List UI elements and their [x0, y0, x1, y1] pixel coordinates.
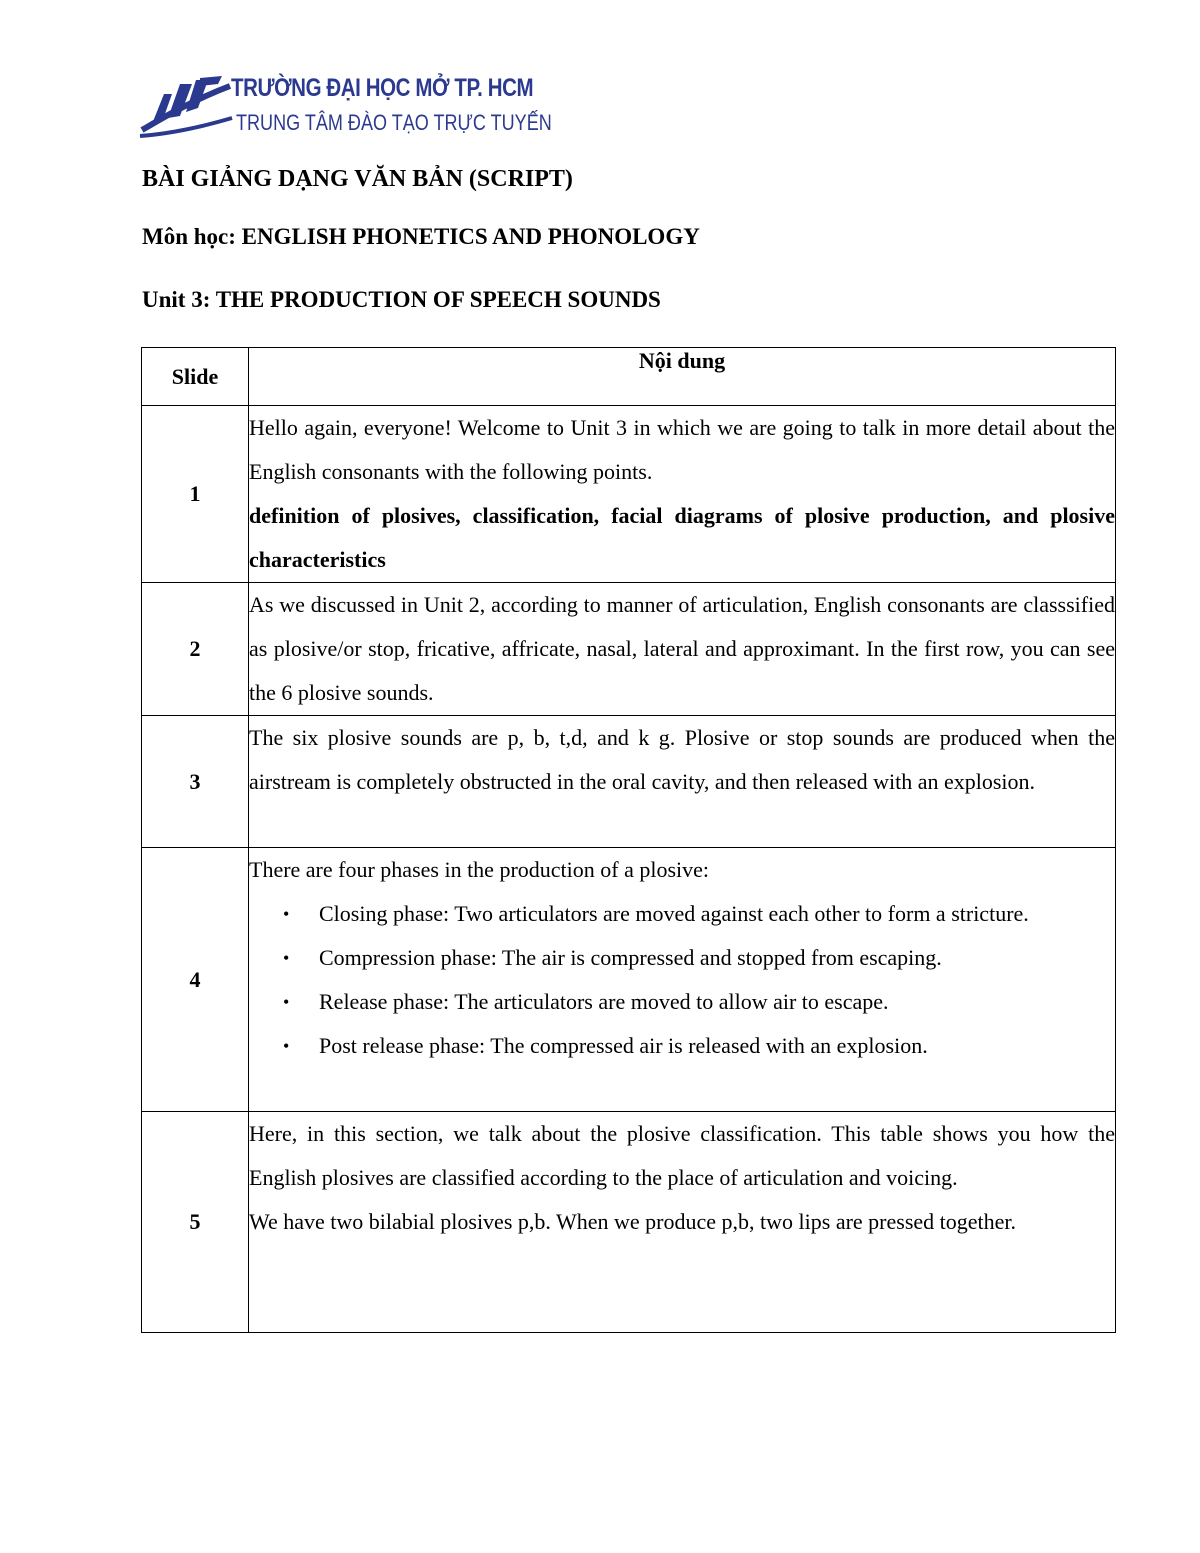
slide-number: 5	[142, 1112, 249, 1333]
slide-content	[249, 716, 1116, 848]
slide-content	[249, 1112, 1116, 1333]
subject-heading: Môn học: ENGLISH PHONETICS AND PHONOLOGY	[142, 224, 700, 249]
list-item-text: Release phase: The articulators are moved to allow air to escape.	[319, 989, 889, 1014]
slide-number: 2	[142, 583, 249, 716]
logo-university-name: TRƯỜNG ĐẠI HỌC MỞ TP. HCM	[231, 74, 534, 102]
content-bold-text: definition of plosives, classification, facial diagrams of plosive production, and plosive characteristics	[249, 503, 1115, 572]
content-text: As we discussed in Unit 2, according to manner of articulation, English consonants are classsified as plosive/or stop, fricative, affricate, nasal, lateral and approximant. In the first row, you can see the 6 plosive sounds.	[249, 592, 1115, 705]
content-text: Hello again, everyone! Welcome to Unit 3 in which we are going to talk in more detail about the English consonants with the following points.	[249, 415, 1115, 484]
document-title: BÀI GIẢNG DẠNG VĂN BẢN (SCRIPT)	[142, 166, 573, 192]
content-text: The six plosive sounds are p, b, t,d, and k g. Plosive or stop sounds are produced when the airstream is completely obstructed in the oral cavity, and then released with an explosion.	[249, 725, 1115, 794]
table-row	[142, 716, 1116, 848]
content-text: There are four phases in the production of a plosive:	[249, 857, 710, 882]
slide-column-header: Slide	[142, 348, 249, 406]
list-item-text: Compression phase: The air is compressed and stopped from escaping.	[319, 945, 942, 970]
list-item	[283, 1024, 1115, 1068]
logo-emblem-icon	[138, 72, 234, 144]
content-text: Here, in this section, we talk about the plosive classification. This table shows you how the English plosives are classified according to the place of articulation and voicing.	[249, 1121, 1115, 1190]
script-table	[141, 347, 1116, 1333]
content-text: We have two bilabial plosives p,b. When we produce p,b, two lips are pressed together.	[249, 1209, 1017, 1234]
bullet-icon: •	[283, 904, 290, 924]
list-item	[283, 892, 1115, 936]
phase-list	[249, 892, 1115, 1068]
list-item	[283, 980, 1115, 1024]
list-item-text: Closing phase: Two articulators are moved against each other to form a stricture.	[319, 901, 1029, 926]
bullet-icon: •	[283, 1036, 290, 1056]
content-column-header: Nội dung	[249, 348, 1116, 406]
university-logo	[138, 72, 552, 144]
table-row	[142, 848, 1116, 1112]
table-row	[142, 583, 1116, 716]
logo-center-name: TRUNG TÂM ĐÀO TẠO TRỰC TUYẾN	[236, 110, 552, 135]
slide-number: 3	[142, 716, 249, 848]
slide-number: 4	[142, 848, 249, 1112]
table-row	[142, 406, 1116, 583]
bullet-icon: •	[283, 948, 290, 968]
slide-content	[249, 583, 1116, 716]
bullet-icon: •	[283, 992, 290, 1012]
slide-content	[249, 406, 1116, 583]
list-item	[283, 936, 1115, 980]
slide-number: 1	[142, 406, 249, 583]
unit-heading: Unit 3: THE PRODUCTION OF SPEECH SOUNDS	[142, 287, 661, 312]
list-item-text: Post release phase: The compressed air is released with an explosion.	[319, 1033, 928, 1058]
table-row	[142, 1112, 1116, 1333]
table-header-row	[142, 348, 1116, 406]
slide-content	[249, 848, 1116, 1112]
